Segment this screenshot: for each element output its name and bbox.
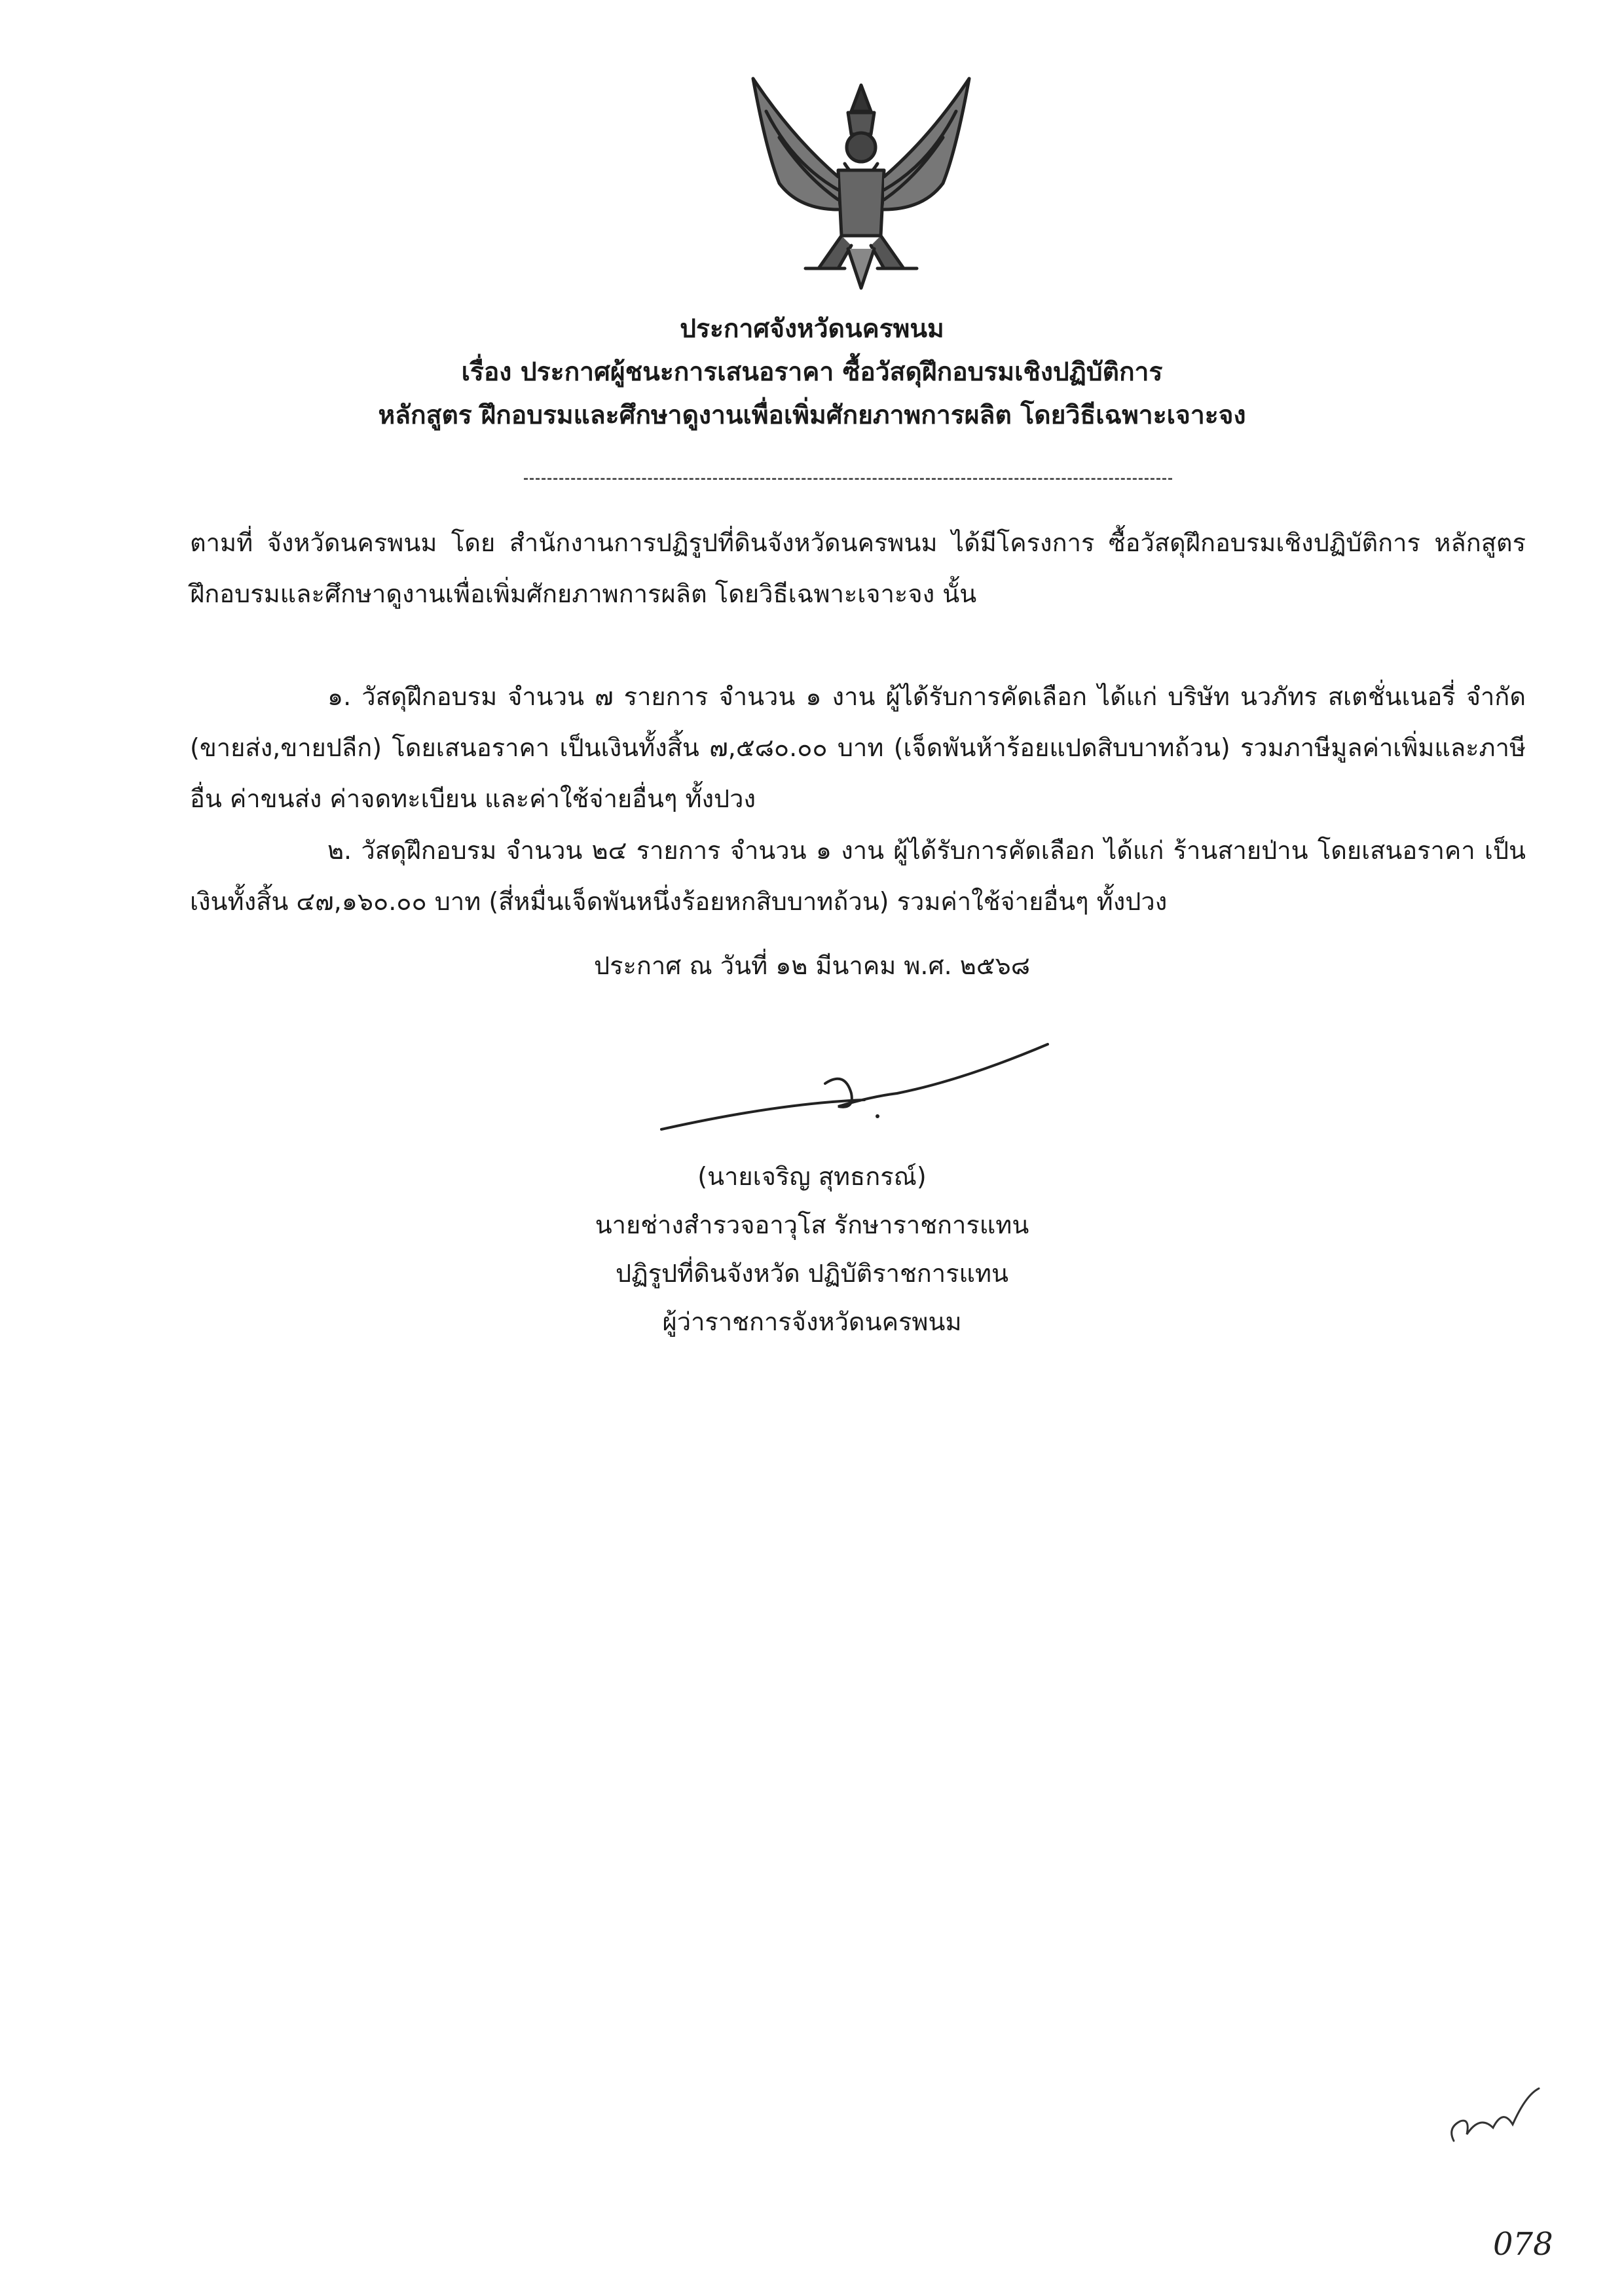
intro-text: ตามที่ จังหวัดนครพนม โดย สำนักงานการปฏิรูปที่ดินจังหวัดนครพนม ได้มีโครงการ ซื้อวัสดุฝึกอบรมเชิงปฏิบัติการ หลักสูตร ฝึกอบรมและศึกษาดูงานเพื่อเพิ่มศักยภาพการผลิต โดยวิธีเฉพาะเจาะจง นั้น bbox=[190, 528, 1526, 608]
signer-position-2: ปฏิรูปที่ดินจังหวัด ปฏิบัติราชการแทน bbox=[615, 1259, 1009, 1288]
document-subject: เรื่อง ประกาศผู้ชนะการเสนอราคา ซื้อวัสดุฝึกอบรมเชิงปฏิบัติการ bbox=[461, 357, 1163, 387]
title-block bbox=[0, 308, 1624, 437]
page-number: 078 bbox=[1493, 2226, 1553, 2263]
item-1-text: ๑. วัสดุฝึกอบรม จำนวน ๗ รายการ จำนวน ๑ งาน ผู้ได้รับการคัดเลือก ได้แก่ บริษัท นวภัทร สเตชั่นเนอรี่ จำกัด (ขายส่ง,ขายปลีก) โดยเสนอราคา เป็นเงินทั้งสิ้น ๗,๕๘๐.๐๐ บาท (เจ็ดพันห้าร้อยแปดสิบบาทถ้วน) รวมภาษีมูลค่าเพิ่มและภาษีอื่น ค่าขนส่ง ค่าจดทะเบียน และค่าใช้จ่ายอื่นๆ ทั้งปวง bbox=[190, 682, 1526, 813]
document-org: ประกาศจังหวัดนครพนม bbox=[680, 314, 944, 344]
signer-position-3: ผู้ว่าราชการจังหวัดนครพนม bbox=[662, 1307, 962, 1336]
item-1-paragraph bbox=[190, 671, 1526, 824]
handwritten-initials bbox=[1441, 2082, 1545, 2154]
announcement-date: ประกาศ ณ วันที่ ๑๒ มีนาคม พ.ศ. ๒๕๖๘ bbox=[593, 951, 1031, 980]
intro-paragraph bbox=[190, 517, 1526, 619]
document-subtitle: หลักสูตร ฝึกอบรมและศึกษาดูงานเพื่อเพิ่มศักยภาพการผลิต โดยวิธีเฉพาะเจาะจง bbox=[378, 401, 1246, 430]
separator-line bbox=[524, 478, 1172, 480]
garuda-emblem-icon bbox=[740, 72, 982, 295]
signer-block bbox=[0, 1152, 1624, 1346]
item-2-text: ๒. วัสดุฝึกอบรม จำนวน ๒๔ รายการ จำนวน ๑ งาน ผู้ได้รับการคัดเลือก ได้แก่ ร้านสายป่าน โดยเสนอราคา เป็นเงินทั้งสิ้น ๔๗,๑๖๐.๐๐ บาท (สี่หมื่นเจ็ดพันหนึ่งร้อยหกสิบบาทถ้วน) รวมค่าใช้จ่ายอื่นๆ ทั้งปวง bbox=[190, 836, 1526, 916]
signer-position-1: นายช่างสำรวจอาวุโส รักษาราชการแทน bbox=[595, 1211, 1029, 1239]
signer-name: (นายเจริญ สุทธกรณ์) bbox=[697, 1162, 927, 1191]
signature-mark bbox=[648, 1031, 1054, 1149]
item-2-paragraph bbox=[190, 825, 1526, 927]
